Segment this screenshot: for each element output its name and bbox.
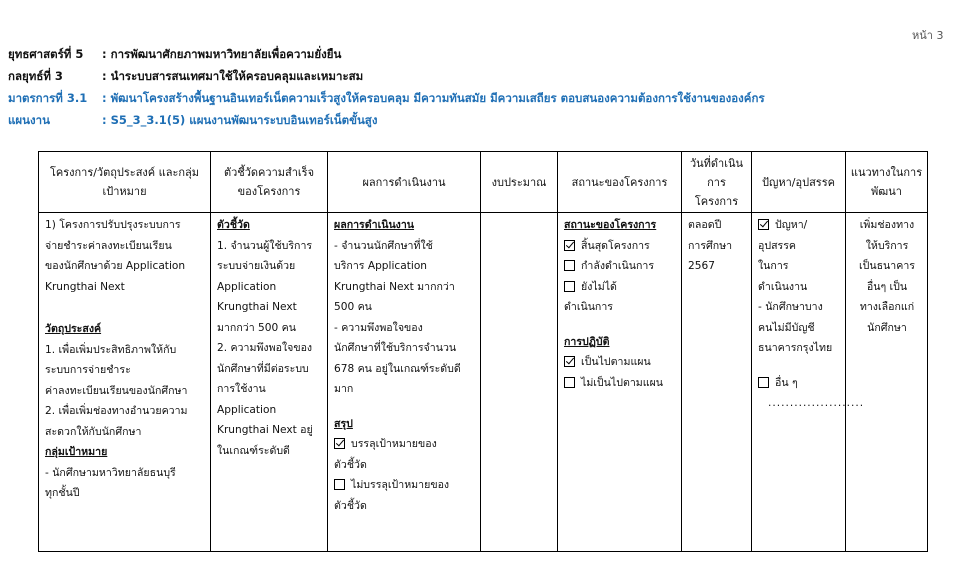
col-header-kpi: ตัวชี้วัดความสำเร็จของโครงการ: [211, 152, 328, 213]
problems-other-blank: ......................: [768, 397, 865, 409]
status-not-started-cont: ดำเนินการ: [564, 301, 613, 313]
problems-line: อุปสรรค: [758, 239, 797, 252]
summary-heading: สรุป: [334, 417, 353, 430]
table-header-row: [39, 152, 928, 213]
achieved-option[interactable]: [334, 434, 475, 455]
status-finished-checkbox[interactable]: [564, 240, 575, 251]
practice-option-off-plan[interactable]: [564, 373, 676, 394]
target-line: ทุกชั้นปี: [45, 487, 80, 499]
plan-value: : S5_3_3.1(5) แผนงานพัฒนาระบบอินเทอร์เน็ตขั้นสูง: [102, 113, 378, 127]
status-option-finished[interactable]: [564, 236, 676, 257]
results-line: บริการ Application: [334, 260, 428, 272]
objective-heading: วัตถุประสงค์: [45, 323, 102, 335]
date-line: การศึกษา: [688, 239, 733, 252]
kpi-cell: [211, 213, 328, 552]
status-option-not-started[interactable]: [564, 277, 676, 298]
kpi-line: Krungthai Next: [217, 301, 297, 313]
results-heading: ผลการดำเนินงาน: [334, 219, 415, 231]
col-header-results: ผลการดำเนินงาน: [328, 152, 481, 213]
practice-on-plan-label: เป็นไปตามแผน: [581, 356, 651, 368]
not-achieved-label-cont: ตัวชี้วัด: [334, 499, 367, 512]
page-number: หน้า 3: [912, 29, 944, 42]
results-cell: [328, 213, 481, 552]
achieved-checkbox[interactable]: [334, 438, 345, 449]
status-option-in-progress[interactable]: [564, 256, 676, 277]
strategy-label: ยุทธศาสตร์ที่ 5: [8, 47, 84, 61]
status-in-progress-label: กำลังดำเนินการ: [581, 260, 655, 272]
development-line: ให้บริการ: [865, 239, 909, 252]
results-line: 500 คน: [334, 301, 372, 313]
measure-value: : พัฒนาโครงสร้างพื้นฐานอินเทอร์เน็ตความเร็วสูงให้ครอบคลุม มีความทันสมัย มีความเสถียร ตอบสนองความต้องการใช้งานขององค์กร: [102, 91, 765, 105]
kpi-line: Application: [217, 403, 277, 416]
col-header-project: โครงการ/วัตถุประสงค์ และกลุ่มเป้าหมาย: [39, 152, 211, 213]
kpi-line: 2. ความพึงพอใจของ: [217, 342, 313, 354]
kpi-line: การใช้งาน: [217, 383, 266, 395]
project-table: [38, 151, 928, 552]
practice-option-on-plan[interactable]: [564, 352, 676, 373]
table-row: [39, 213, 928, 552]
status-not-started-checkbox[interactable]: [564, 281, 575, 292]
results-line: 678 คน อยู่ในเกณฑ์ระดับดี: [334, 362, 461, 375]
achieved-label: บรรลุเป้าหมายของ: [351, 438, 437, 450]
tactic-line: [8, 68, 363, 86]
status-heading: สถานะของโครงการ: [564, 219, 657, 231]
date-line: 2567: [688, 260, 715, 272]
kpi-line: Krungthai Next อยู่: [217, 424, 313, 436]
measure-label: มาตรการที่ 3.1: [8, 91, 88, 105]
development-line: อื่นๆ เป็น: [866, 280, 908, 293]
not-achieved-checkbox[interactable]: [334, 479, 345, 490]
practice-on-plan-checkbox[interactable]: [564, 356, 575, 367]
problems-other-checkbox[interactable]: [758, 377, 769, 388]
problems-line: ดำเนินงาน: [758, 280, 808, 293]
col-header-status: สถานะของโครงการ: [558, 152, 682, 213]
project-title-line: Krungthai Next: [45, 280, 125, 293]
development-line: นักศึกษา: [867, 321, 907, 334]
kpi-line: ในเกณฑ์ระดับดี: [217, 444, 290, 457]
problems-line: ในการ: [758, 260, 789, 272]
tactic-label: กลยุทธ์ที่ 3: [8, 69, 63, 83]
objective-line: 2. เพื่อเพิ่มช่องทางอำนวยความ: [45, 405, 188, 417]
problems-line: ธนาคารกรุงไทย: [758, 342, 833, 354]
measure-line: [8, 90, 765, 108]
not-achieved-label: ไม่บรรลุเป้าหมายของ: [351, 479, 450, 491]
practice-off-plan-checkbox[interactable]: [564, 377, 575, 388]
plan-line: [8, 112, 377, 130]
practice-off-plan-label: ไม่เป็นไปตามแผน: [581, 376, 664, 389]
results-line: นักศึกษาที่ใช้บริการจำนวน: [334, 342, 457, 354]
development-line: ทางเลือกแก่: [859, 301, 915, 313]
target-heading: กลุ่มเป้าหมาย: [45, 446, 108, 458]
not-achieved-option[interactable]: [334, 475, 475, 496]
kpi-line: ระบบจ่ายเงินด้วย: [217, 260, 296, 272]
problems-line: คนไม่มีบัญชี: [758, 321, 815, 334]
kpi-line: มากกว่า 500 คน: [217, 321, 296, 334]
status-not-started-label: ยังไม่ได้: [581, 280, 617, 293]
kpi-line: Application: [217, 280, 277, 293]
col-header-date: วันที่ดำเนินการโครงการ: [682, 152, 752, 213]
problems-other-label: อื่น ๆ: [775, 376, 798, 389]
date-line: ตลอดปี: [688, 219, 722, 231]
problems-option[interactable]: [758, 215, 840, 236]
objective-line: 1. เพื่อเพิ่มประสิทธิภาพให้กับ: [45, 343, 177, 356]
achieved-label-cont: ตัวชี้วัด: [334, 458, 367, 471]
project-title-line: 1) โครงการปรับปรุงระบบการ: [45, 219, 181, 231]
problems-cell: [752, 213, 865, 552]
project-title-line: ของนักศึกษาด้วย Application: [45, 260, 186, 272]
project-title-line: จ่ายชำระค่าลงทะเบียนเรียน: [45, 239, 172, 252]
budget-cell: [481, 213, 558, 552]
development-line: เพิ่มช่องทาง: [859, 219, 915, 231]
status-in-progress-checkbox[interactable]: [564, 260, 575, 271]
project-cell: [39, 213, 211, 552]
kpi-heading: ตัวชี้วัด: [217, 219, 250, 231]
objective-line: ระบบการจ่ายชำระ: [45, 364, 131, 376]
development-line: เป็นธนาคาร: [859, 260, 915, 272]
strategy-line: [8, 46, 341, 64]
development-cell: [846, 213, 928, 552]
date-cell: [682, 213, 752, 552]
kpi-line: 1. จำนวนผู้ใช้บริการ: [217, 239, 313, 252]
problems-checkbox[interactable]: [758, 219, 769, 230]
objective-line: ค่าลงทะเบียนเรียนของนักศึกษา: [45, 384, 188, 397]
results-line: - ความพึงพอใจของ: [334, 321, 423, 334]
kpi-line: นักศึกษาที่มีต่อระบบ: [217, 362, 309, 375]
status-finished-label: สิ้นสุดโครงการ: [581, 239, 650, 252]
tactic-value: : นำระบบสารสนเทศมาใช้ให้ครอบคลุมและเหมาะสม: [102, 69, 364, 83]
target-line: - นักศึกษามหาวิทยาลัยธนบุรี: [45, 466, 176, 479]
problems-other-option[interactable]: [758, 373, 840, 394]
col-header-budget: งบประมาณ: [481, 152, 558, 213]
problems-check-label: ปัญหา/: [775, 219, 808, 231]
problems-line: - นักศึกษาบาง: [758, 301, 823, 313]
results-line: Krungthai Next มากกว่า: [334, 280, 455, 293]
objective-line: สะดวกให้กับนักศึกษา: [45, 425, 142, 438]
col-header-problems: ปัญหา/อุปสรรค: [752, 152, 846, 213]
results-line: มาก: [334, 383, 354, 395]
plan-label: แผนงาน: [8, 113, 50, 127]
status-cell: [558, 213, 682, 552]
strategy-value: : การพัฒนาศักยภาพมหาวิทยาลัยเพื่อความยั่งยืน: [102, 47, 342, 61]
practice-heading: การปฏิบัติ: [564, 335, 610, 348]
results-line: - จำนวนนักศึกษาที่ใช้: [334, 239, 433, 252]
col-header-development: แนวทางในการพัฒนา: [846, 152, 928, 213]
